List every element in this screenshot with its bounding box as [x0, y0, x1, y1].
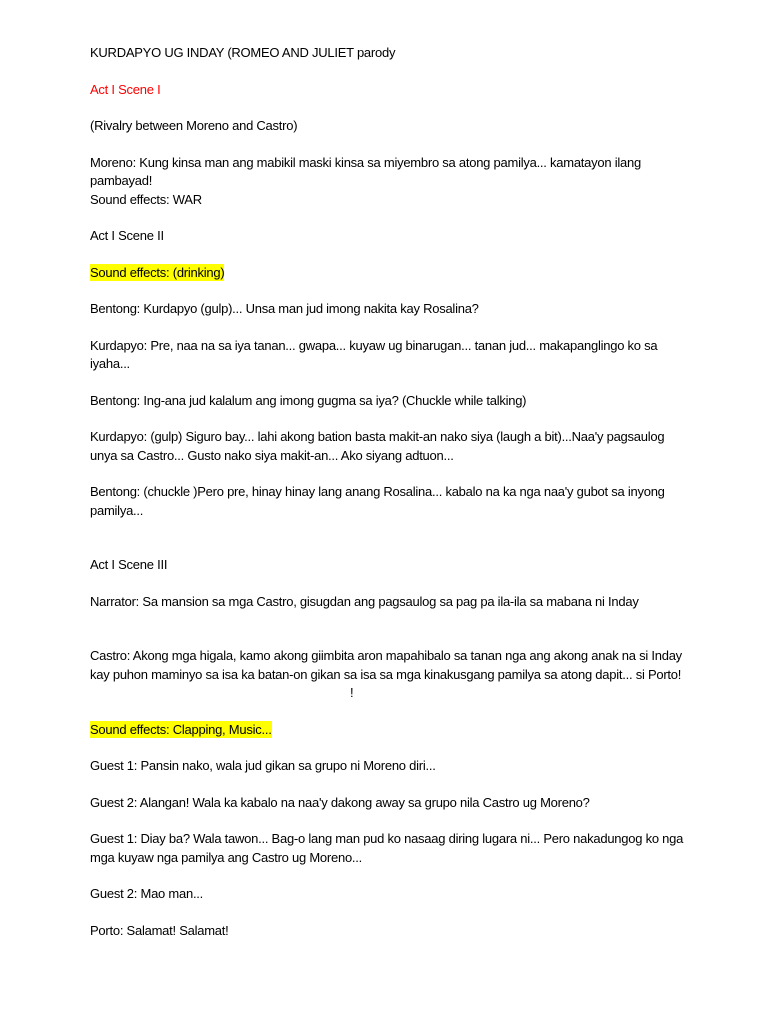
dialogue-guest1-1: Guest 1: Pansin nako, wala jud gikan sa grupo ni Moreno diri... [90, 758, 436, 773]
sound-effect-war: Sound effects: WAR [90, 191, 202, 207]
dialogue-moreno: Moreno: Kung kinsa man ang mabikil maski kinsa sa miyembro sa atong pamilya... kamatayon ilang pambayad! [90, 154, 641, 188]
scene-heading-act1-scene3: Act I Scene III [90, 557, 168, 572]
dialogue-castro-exclaim: ! [350, 685, 354, 700]
sound-effect-drinking: Sound effects: (drinking) [90, 264, 225, 280]
scene-heading-act1-scene1: Act I Scene I [90, 81, 161, 97]
dialogue-guest2-2: Guest 2: Mao man... [90, 886, 204, 901]
dialogue-bentong-2: Bentong: Ing-ana jud kalalum ang imong gugma sa iya? (Chuckle while talking) [90, 392, 527, 408]
dialogue-castro [90, 647, 690, 703]
narrator-line: Narrator: Sa mansion sa mga Castro, gisugdan ang pagsaulog sa pag pa ila-ila sa mabana ni Inday [90, 593, 639, 609]
sound-effect-drinking-line [90, 264, 690, 283]
dialogue-castro-text: Castro: Akong mga higala, kamo akong giimbita aron mapahibalo sa tanan nga ang akong anak na si Inday kay puhon maminyo sa isa ka batan-on gikan sa isa sa mga kinakusgang pamilya sa atong dapit... si Porto! [90, 648, 682, 682]
document-page [90, 44, 690, 940]
dialogue-guest1-2: Guest 1: Diay ba? Wala tawon... Bag-o lang man pud ko nasaag diring lugara ni... Pero nakadungog ko nga mga kuyaw nga pamilya ang Castro ug Moreno... [90, 831, 684, 865]
stage-direction: (Rivalry between Moreno and Castro) [90, 118, 298, 133]
dialogue-guest2-1: Guest 2: Alangan! Wala ka kabalo na naa'y dakong away sa grupo nila Castro ug Moreno? [90, 794, 590, 810]
dialogue-porto: Porto: Salamat! Salamat! [90, 922, 229, 938]
sound-effect-clapping-line [90, 721, 690, 740]
dialogue-kurdapyo-1: Kurdapyo: Pre, naa na sa iya tanan... gwapa... kuyaw ug binarugan... tanan jud... makapanglingo ko sa iyaha... [90, 337, 658, 371]
document-title: KURDAPYO UG INDAY (ROMEO AND JULIET parody [90, 45, 396, 60]
scene-heading-act1-scene2: Act I Scene II [90, 228, 164, 243]
dialogue-kurdapyo-2: Kurdapyo: (gulp) Siguro bay... lahi akong bation basta makit-an nako siya (laugh a bit)...Naa'y pagsaulog unya sa Castro... Gusto nako siya makit-an... Ako siyang adtuon... [90, 429, 665, 463]
dialogue-bentong-1: Bentong: Kurdapyo (gulp)... Unsa man jud imong nakita kay Rosalina? [90, 301, 479, 316]
dialogue-bentong-3: Bentong: (chuckle )Pero pre, hinay hinay lang anang Rosalina... kabalo na ka nga naa'y gubot sa inyong pamilya... [90, 484, 665, 518]
sound-effect-clapping: Sound effects: Clapping, Music... [90, 721, 272, 737]
